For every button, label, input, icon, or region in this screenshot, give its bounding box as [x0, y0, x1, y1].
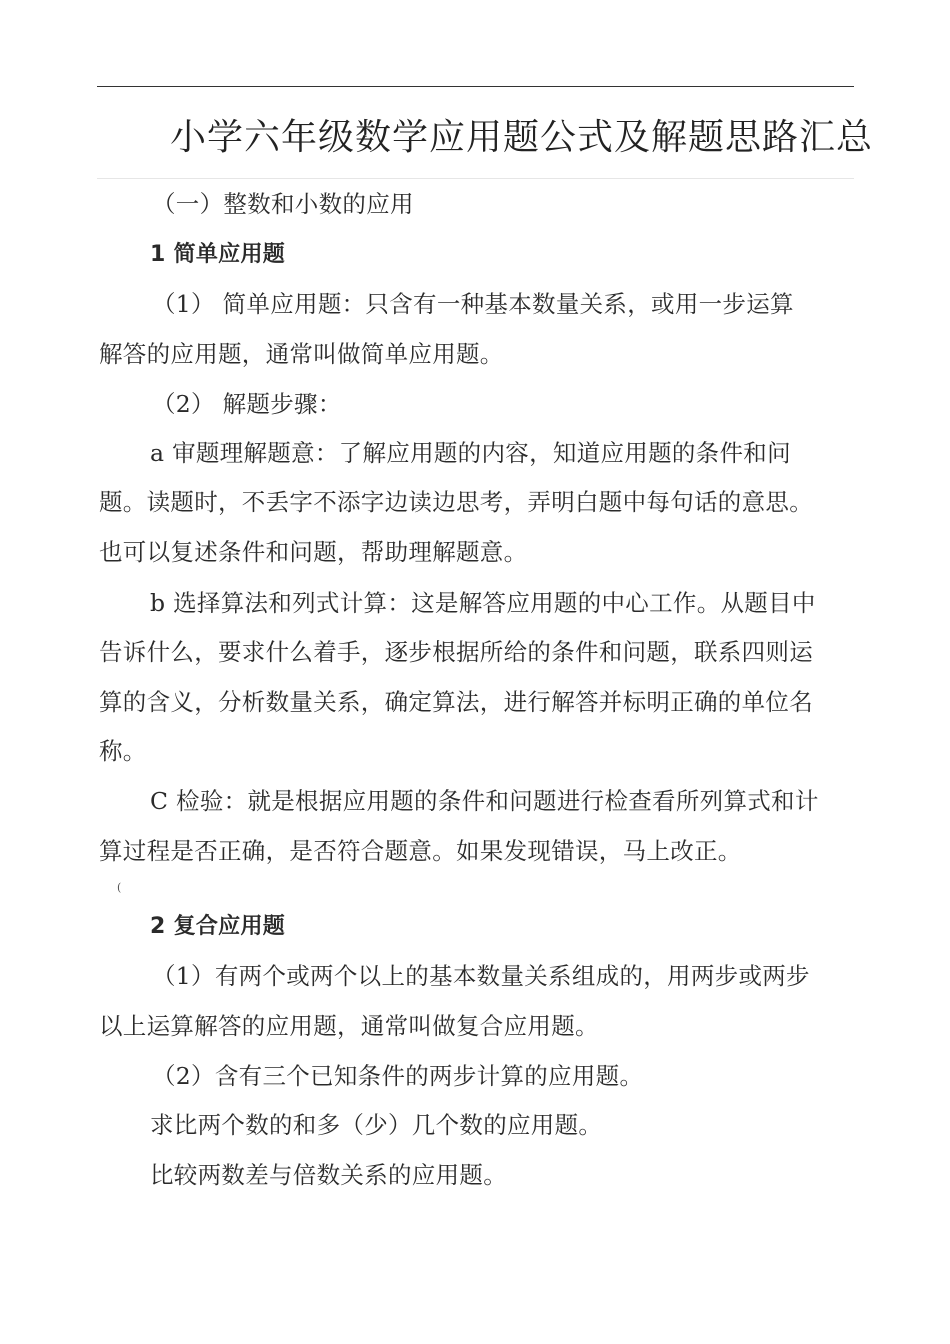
paragraph-line: 以上运算解答的应用题，通常叫做复合应用题。 [99, 1012, 599, 1040]
paragraph-line: a 审题理解题意：了解应用题的内容，知道应用题的条件和问 [150, 439, 791, 467]
subsection-heading: 1 简单应用题 [150, 242, 286, 267]
paragraph-line: 告诉什么，要求什么着手，逐步根据所给的条件和问题，联系四则运 [99, 638, 813, 666]
paragraph-line: （1）有两个或两个以上的基本数量关系组成的，用两步或两步 [152, 962, 810, 990]
header-rule [97, 86, 854, 87]
paragraph-line: （2）含有三个已知条件的两步计算的应用题。 [152, 1062, 644, 1090]
paragraph-line: 算过程是否正确，是否符合题意。如果发现错误，马上改正。 [99, 837, 742, 865]
paragraph-line: 也可以复述条件和问题，帮助理解题意。 [99, 538, 528, 566]
title-divider [97, 178, 854, 179]
subsection-heading: 2 复合应用题 [150, 914, 286, 939]
paragraph-line: （2） 解题步骤： [152, 390, 342, 418]
section-heading: （一）整数和小数的应用 [152, 190, 414, 218]
paragraph-line: 比较两数差与倍数关系的应用题。 [150, 1161, 507, 1189]
paragraph-line: 算的含义，分析数量关系，确定算法，进行解答并标明正确的单位名 [99, 688, 813, 716]
paragraph-line: C 检验：就是根据应用题的条件和问题进行检查看所列算式和计 [150, 787, 819, 815]
paragraph-line: 求比两个数的和多（少）几个数的应用题。 [150, 1111, 603, 1139]
paragraph-line: b 选择算法和列式计算：这是解答应用题的中心工作。从题目中 [150, 589, 816, 617]
paragraph-line: 题。读题时，不丢字不添字边读边思考，弄明白题中每句话的意思。 [99, 488, 813, 516]
paragraph-line: 解答的应用题，通常叫做简单应用题。 [99, 340, 504, 368]
paragraph-line: （1） 简单应用题：只含有一种基本数量关系，或用一步运算 [152, 290, 794, 318]
stray-mark: ( [117, 881, 122, 894]
document-title: 小学六年级数学应用题公式及解题思路汇总 [170, 117, 874, 158]
paragraph-line: 称。 [99, 737, 147, 765]
